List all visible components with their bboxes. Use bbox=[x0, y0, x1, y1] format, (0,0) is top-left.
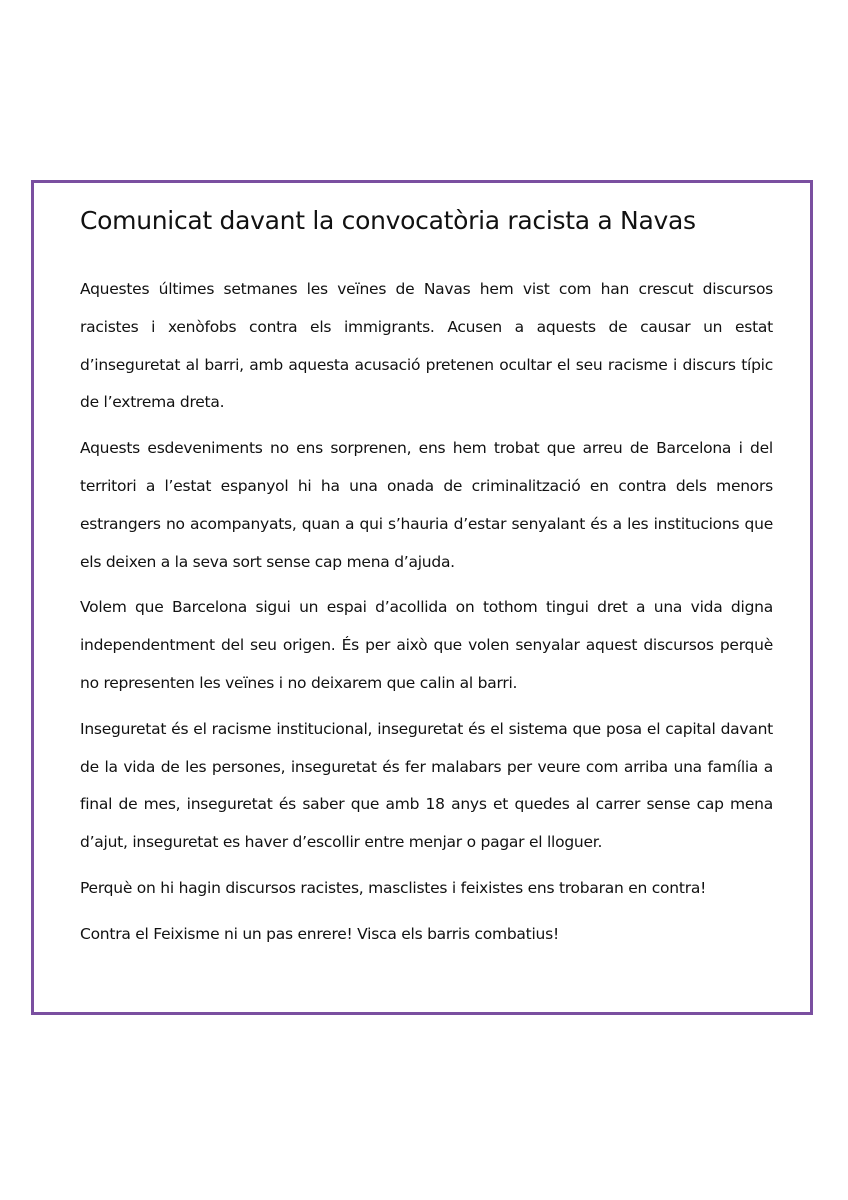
statement-frame bbox=[31, 180, 813, 1015]
paragraph-6: Contra el Feixisme ni un pas enrere! Visca els barris combatius! bbox=[80, 924, 559, 943]
document-title: Comunicat davant la convocatòria racista a Navas bbox=[80, 206, 696, 235]
paragraph-5: Perquè on hi hagin discursos racistes, masclistes i feixistes ens trobaran en contra! bbox=[80, 878, 707, 897]
paragraph-3: Volem que Barcelona sigui un espai d’acollida on tothom tingui dret a una vida digna independentment del seu origen. És per això que volen senyalar aquest discursos perquè no representen les veïnes i no deixarem que calin al barri. bbox=[80, 598, 773, 692]
document-body bbox=[80, 271, 773, 962]
paragraph-4: Inseguretat és el racisme institucional, inseguretat és el sistema que posa el capital davant de la vida de les persones, inseguretat és fer malabars per veure com arriba una família a final de mes, inseguretat és saber que amb 18 anys et quedes al carrer sense cap mena d’ajut, inseguretat es haver d’escollir entre menjar o pagar el lloguer. bbox=[80, 719, 773, 852]
paragraph-1: Aquestes últimes setmanes les veïnes de Navas hem vist com han crescut discursos racistes i xenòfobs contra els immigrants. Acusen a aquests de causar un estat d’inseguretat al barri, amb aquesta acusació pretenen ocultar el seu racisme i discurs típic de l’extrema dreta. bbox=[80, 280, 773, 412]
paragraph-2: Aquests esdeveniments no ens sorprenen, ens hem trobat que arreu de Barcelona i del territori a l’estat espanyol hi ha una onada de criminalització en contra dels menors estrangers no acompanyats, quan a qui s’hauria d’estar senyalant és a les institucions que els deixen a la seva sort sense cap mena d’ajuda. bbox=[80, 439, 773, 571]
